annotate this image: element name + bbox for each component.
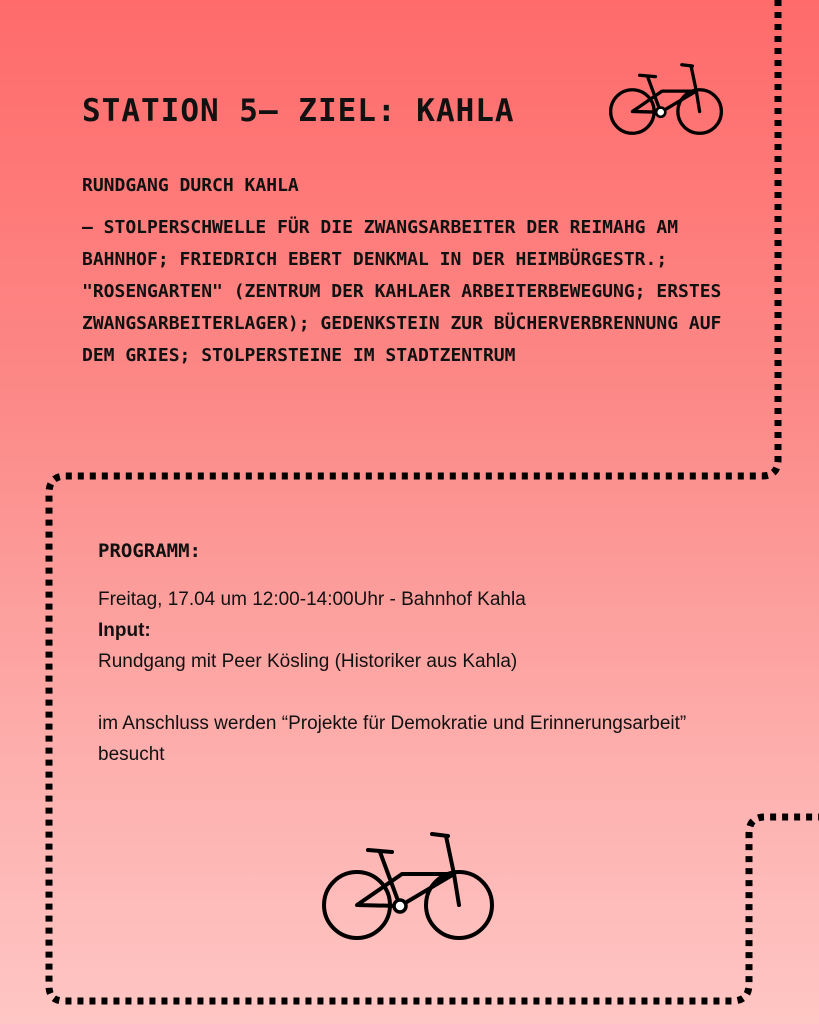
- program-followup: im Anschluss werden “Projekte für Demokratie und Erinnerungsarbeit” besucht: [98, 713, 687, 765]
- program-date-line: Freitag, 17.04 um 12:00-14:00Uhr - Bahnhof Kahla: [98, 589, 526, 610]
- program-spacer: [98, 677, 718, 708]
- bicycle-icon: [608, 62, 724, 136]
- bicycle-icon: [320, 830, 496, 942]
- station-title: STATION 5– ZIEL: KAHLA: [82, 93, 515, 129]
- program-input-text: Rundgang mit Peer Kösling (Historiker aus Kahla): [98, 651, 518, 672]
- program-input-label: Input:: [98, 620, 151, 641]
- station-description: – STOLPERSCHWELLE FÜR DIE ZWANGSARBEITER DER REIMAHG AM BAHNHOF; FRIEDRICH EBERT DENKMAL IN DER HEIMBÜRGESTR.; "ROSENGARTEN" (ZENTRUM DER KAHLAER ARBEITERBEWEGUNG; ERSTES ZWANGSARBEITERLAGER); GEDENKSTEIN ZUR BÜCHERVERBRENNUNG AUF DEM GRIES; STOLPERSTEINE IM STADTZENTRUM: [82, 217, 722, 366]
- program-details: [98, 584, 718, 770]
- program-heading: PROGRAMM:: [98, 540, 201, 562]
- station-subtitle: RUNDGANG DURCH KAHLA: [82, 175, 299, 196]
